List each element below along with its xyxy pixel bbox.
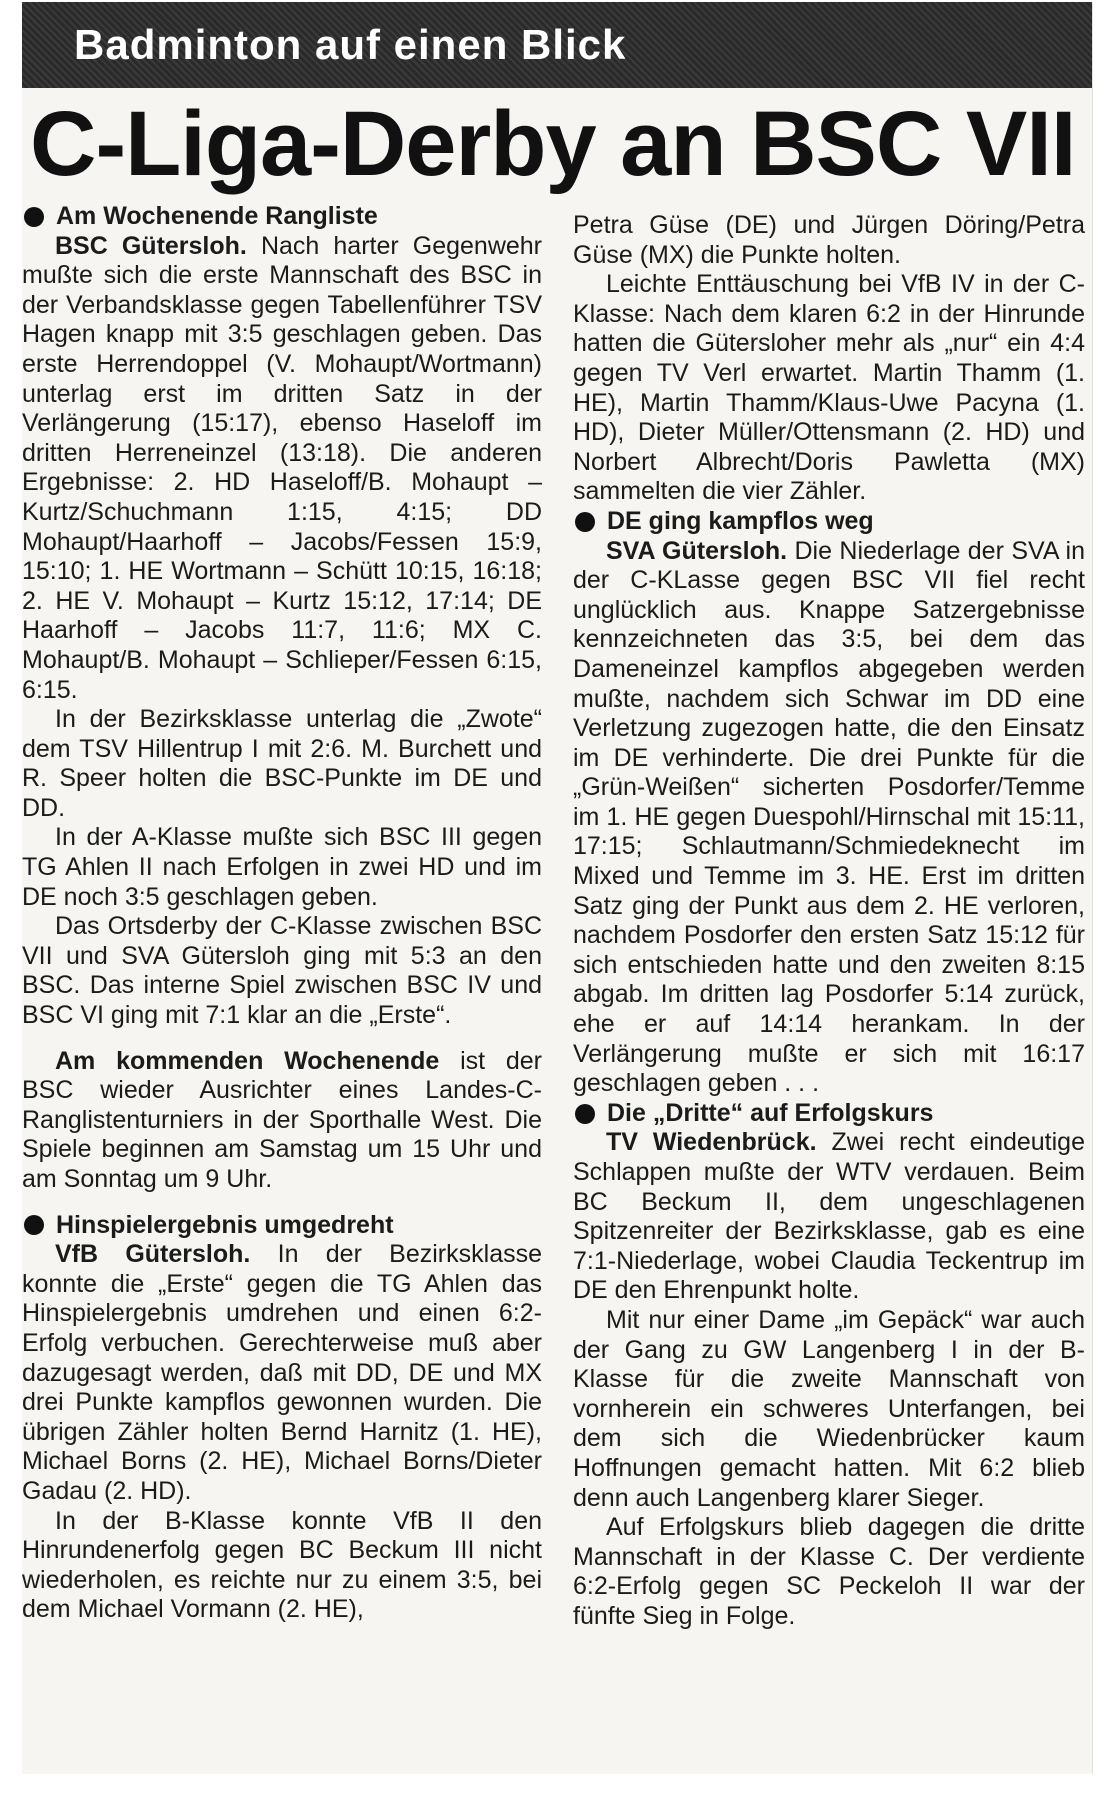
article-column-left xyxy=(22,202,542,1625)
section-title: DE ging kampflos weg xyxy=(607,506,874,535)
section-heading xyxy=(573,507,1085,537)
paragraph xyxy=(22,232,542,706)
paragraph: Das Ortsderby der C-Klasse zwischen BSC VII und SVA Gütersloh ging mit 5:3 an den BSC. Das interne Spiel zwischen BSC IV und BSC VI ging mit 7:1 klar an die „Erste“. xyxy=(22,912,542,1030)
bullet-icon xyxy=(575,512,595,532)
paragraph: In der B-Klasse konnte VfB II den Hinrundenerfolg gegen BC Beckum III nicht wiederholen, es reichte nur zu einem 3:5, bei dem Michael Vormann (2. HE), xyxy=(22,1506,542,1624)
paragraph-text: Die Niederlage der SVA in der C-KLasse gegen BSC VII fiel recht unglücklich aus. Knappe Satzergebnisse kennzeichneten das 3:5, bei dem das Dameneinzel kampflos abgegeben werden mußte, nachdem sich Schwar im DD eine Verletzung zugezogen hatte, die den Einsatz im DE verhinderte. Die drei Punkte für die „Grün-Weißen“ sicherten Posdorfer/Temme im 1. HE gegen Duespohl/Hirnschal mit 15:11, 17:15; Schlautmann/Schmiedeknecht im Mixed und Temme im 3. HE. Erst im dritten Satz ging der Punkt aus dem 2. HE verloren, nachdem Posdorfer den ersten Satz 15:12 für sich entschieden hatte und den zweiten 8:15 abgab. Im dritten lag Posdorfer 5:14 zurück, ehe er auf 14:14 herankam. In der Verlängerung mußte er sich mit 16:17 geschlagen geben . . . xyxy=(573,536,1085,1098)
bullet-icon xyxy=(575,1104,595,1124)
headline: C-Liga-Derby an BSC VII xyxy=(30,93,1076,195)
paragraph-text: In der Bezirksklasse konnte die „Erste“ gegen die TG Ahlen das Hinspielergebnis umdrehen und einen 6:2-Erfolg verbuchen. Gerechterweise muß aber dazugesagt werden, daß mit DD, DE und MX drei Punkte kampflos gewonnen wurden. Die übrigen Zähler holten Bernd Harnitz (1. HE), Michael Borns (2. HE), Michael Borns/Dieter Gadau (2. HD). xyxy=(22,1240,542,1505)
paragraph-text: ist der BSC wieder Ausrichter eines Landes-C-Ranglistenturniers in der Sporthalle West. Die Spiele beginnen am Samstag um 15 Uhr und am Sonntag um 9 Uhr. xyxy=(22,1046,542,1193)
paragraph xyxy=(22,1047,542,1195)
paragraph xyxy=(573,1128,1085,1306)
paragraph: Petra Güse (DE) und Jürgen Döring/Petra Güse (MX) die Punkte holten. xyxy=(573,211,1085,269)
section-title: Die „Dritte“ auf Erfolgskurs xyxy=(607,1098,934,1127)
club-name: SVA Gütersloh. xyxy=(606,536,788,565)
kicker-text: Badminton auf einen Blick xyxy=(74,21,627,68)
section-heading xyxy=(22,1211,542,1241)
club-name: BSC Gütersloh. xyxy=(55,231,247,260)
paragraph: In der A-Klasse mußte sich BSC III gegen TG Ahlen II nach Erfolgen in zwei HD und im DE noch 3:5 geschlagen geben. xyxy=(22,823,542,911)
paragraph: Mit nur einer Dame „im Gepäck“ war auch der Gang zu GW Langenberg I in der B-Klasse für die zweite Mannschaft von vornherein ein schweres Unterfangen, bei dem sich die Wiedenbrücker kaum Hoffnungen gemacht hatten. Mit 6:2 blieb denn auch Langenberg klarer Sieger. xyxy=(573,1305,1085,1512)
bold-lead: Am kommenden Wochenende xyxy=(55,1046,440,1075)
paragraph xyxy=(22,1240,542,1506)
paragraph xyxy=(573,537,1085,1099)
section-heading xyxy=(573,1099,1085,1129)
article-column-right xyxy=(573,211,1085,1632)
section-heading xyxy=(22,202,542,232)
bullet-icon xyxy=(24,207,44,227)
paragraph: Auf Erfolgskurs blieb dagegen die dritte Mannschaft in der Klasse C. Der verdiente 6:2-Erfolg gegen SC Peckeloh II war der fünfte Sieg in Folge. xyxy=(573,1513,1085,1630)
section-title: Hinspielergebnis umgedreht xyxy=(56,1210,394,1239)
kicker-banner xyxy=(22,2,1092,88)
bullet-icon xyxy=(24,1215,44,1235)
paragraph: In der Bezirksklasse unterlag die „Zwote“ dem TSV Hillentrup I mit 2:6. M. Burchett und R. Speer holten die BSC-Punkte im DE und DD. xyxy=(22,705,542,822)
club-name: TV Wiedenbrück. xyxy=(606,1128,817,1157)
club-name: VfB Gütersloh. xyxy=(55,1240,251,1269)
paragraph-text: Zwei recht eindeutige Schlappen mußte der WTV verdauen. Beim BC Beckum II, dem ungeschlagenen Spitzenreiter der Bezirksklasse, gab es eine 7:1-Niederlage, wobei Claudia Teckentrup im DE den Ehrenpunkt holte. xyxy=(573,1128,1085,1305)
paragraph: Leichte Enttäuschung bei VfB IV in der C-Klasse: Nach dem klaren 6:2 in der Hinrunde hatten die Gütersloher mehr als „nur“ ein 4:4 gegen TV Verl erwartet. Martin Thamm (1. HE), Martin Thamm/Klaus-Uwe Pacyna (1. HD), Dieter Müller/Ottensmann (2. HD) und Norbert Albrecht/Doris Pawletta (MX) sammelten die vier Zähler. xyxy=(573,270,1085,506)
paragraph-text: Nach harter Gegenwehr mußte sich die erste Mannschaft des BSC in der Verbandsklasse gegen Tabellenführer TSV Hagen knapp mit 3:5 geschlagen geben. Das erste Herrendoppel (V. Mohaupt/Wortmann) unterlag erst im dritten Satz in der Verlängerung (15:17), ebenso Haseloff im dritten Herreneinzel (13:18). Die anderen Ergebnisse: 2. HD Haseloff/B. Mohaupt – Kurtz/Schuchmann 1:15, 4:15; DD Mohaupt/Haarhoff – Jacobs/Fessen 15:9, 15:10; 1. HE Wortmann – Schütt 10:15, 16:18; 2. HE V. Mohaupt – Kurtz 15:12, 17:14; DE Haarhoff – Jacobs 11:7, 11:6; MX C. Mohaupt/B. Mohaupt – Schlieper/Fessen 6:15, 6:15. xyxy=(22,231,543,704)
section-title: Am Wochenende Rangliste xyxy=(56,202,378,230)
